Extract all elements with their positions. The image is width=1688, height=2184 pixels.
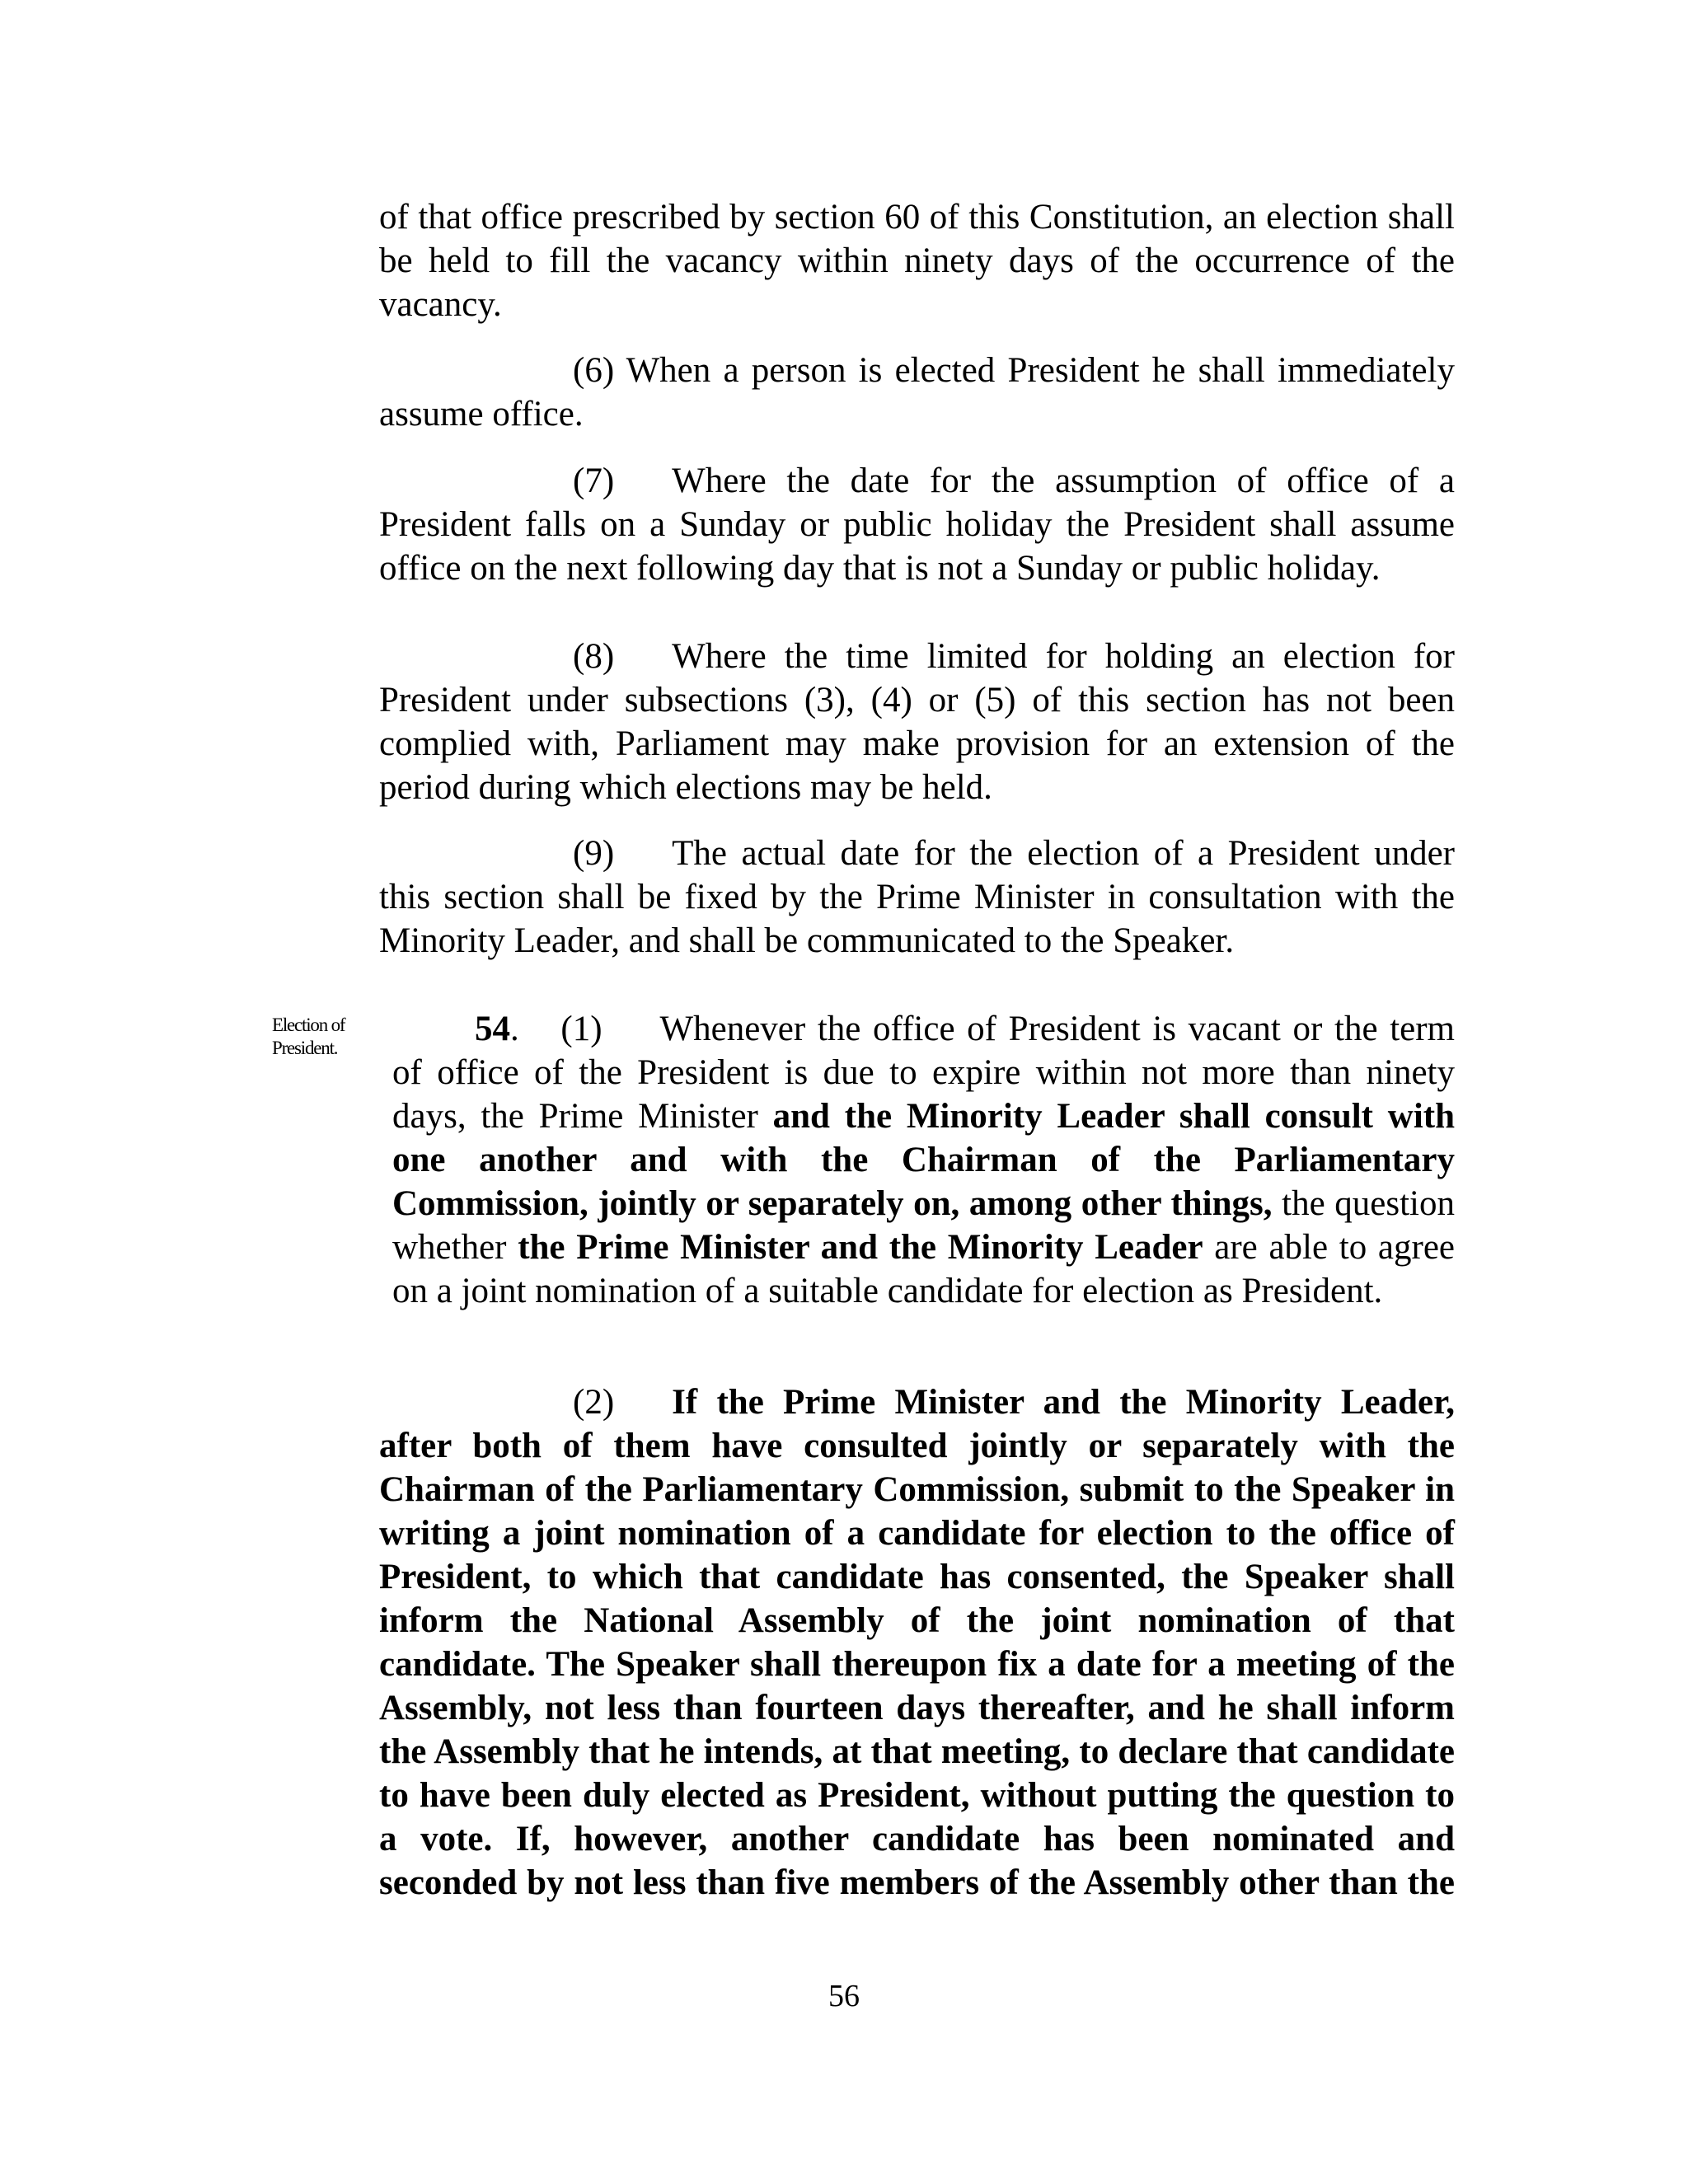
- paragraph-text: Where the date for the assumption of office of a President falls on a Sunday or public holiday the President shall assume office on the next following day that is not a Sunday or public holiday.: [379, 462, 1455, 588]
- paragraph-text: The actual date for the election of a President under this section shall be fixed by the Prime Minister in consultation with the Minority Leader, and shall be communicated to the Speaker.: [379, 834, 1455, 960]
- paragraph-8: [379, 635, 1455, 809]
- page-number: 56: [828, 1979, 860, 2013]
- text-run: the question whether: [392, 1184, 1455, 1267]
- section-54-subsection-1: 54. (1) Whenever the office of President is vacant or the term of office of the President is due to expire within not more than ninety days, the Prime Minister and the Minority Leader shall consult with one another and with the Chairman of the Parliamentary Commission, jointly or separately on, among other things, the question whether the Prime Minister and the Minority Leader are able to agree on a joint nomination of a suitable candidate for election as President.: [392, 1007, 1455, 1313]
- paragraph-number: (6): [573, 351, 615, 390]
- paragraph-7: [379, 459, 1455, 590]
- margin-note: Election of President.: [272, 1015, 345, 1058]
- text-run: are able to agree on a joint nomination of a suitable candidate for election as President.: [392, 1228, 1455, 1310]
- paragraph-number: (8): [573, 637, 615, 676]
- subsection-number: (1): [560, 1010, 603, 1048]
- subsection-number: (2): [573, 1383, 615, 1422]
- paragraph-text: When a person is elected President he shall immediately assume office.: [379, 351, 1455, 434]
- paragraph-text: of that office prescribed by section 60 of this Constitution, an election shall be held to fill the vacancy within ninety days of the occurrence of the vacancy.: [379, 198, 1455, 324]
- paragraph-5-continuation: [379, 195, 1455, 326]
- section-54-subsection-2: [379, 1380, 1455, 1905]
- section-number: 54: [475, 1010, 510, 1048]
- bold-amendment-text: the Prime Minister and the Minority Leader: [518, 1228, 1203, 1267]
- paragraph-6: [379, 349, 1455, 436]
- bold-amendment-text: If the Prime Minister and the Minority Leader, after both of them have consulted jointly or separately with the Chairman of the Parliamentary Commission, submit to the Speaker in writing a joint nomination of a candidate for election to the office of President, to which that candidate has consented, the Speaker shall inform the National Assembly of the joint nomination of that candidate. The Speaker shall thereupon fix a date for a meeting of the Assembly, not less than fourteen days thereafter, and he shall inform the Assembly that he intends, at that meeting, to declare that candidate to have been duly elected as President, without putting the question to a vote. If, however, another candidate has been nominated and seconded by not less than five members of the Assembly other than the: [379, 1383, 1455, 1902]
- paragraph-number: (7): [573, 462, 615, 500]
- paragraph-9: [379, 832, 1455, 963]
- bold-amendment-text: and the Minority Leader shall consult with one another and with the Chairman of the Parliamentary Commission, jointly or separately on, among other things,: [392, 1097, 1456, 1223]
- text-run: Whenever the office of President is vacant or the term of office of the President is due to expire within not more than ninety days, the Prime Minister: [392, 1010, 1455, 1136]
- paragraph-text: Where the time limited for holding an election for President under subsections (3), (4) or (5) of this section has not been complied with, Parliament may make provision for an extension of the period during which elections may be held.: [379, 637, 1455, 807]
- paragraph-number: (9): [573, 834, 615, 873]
